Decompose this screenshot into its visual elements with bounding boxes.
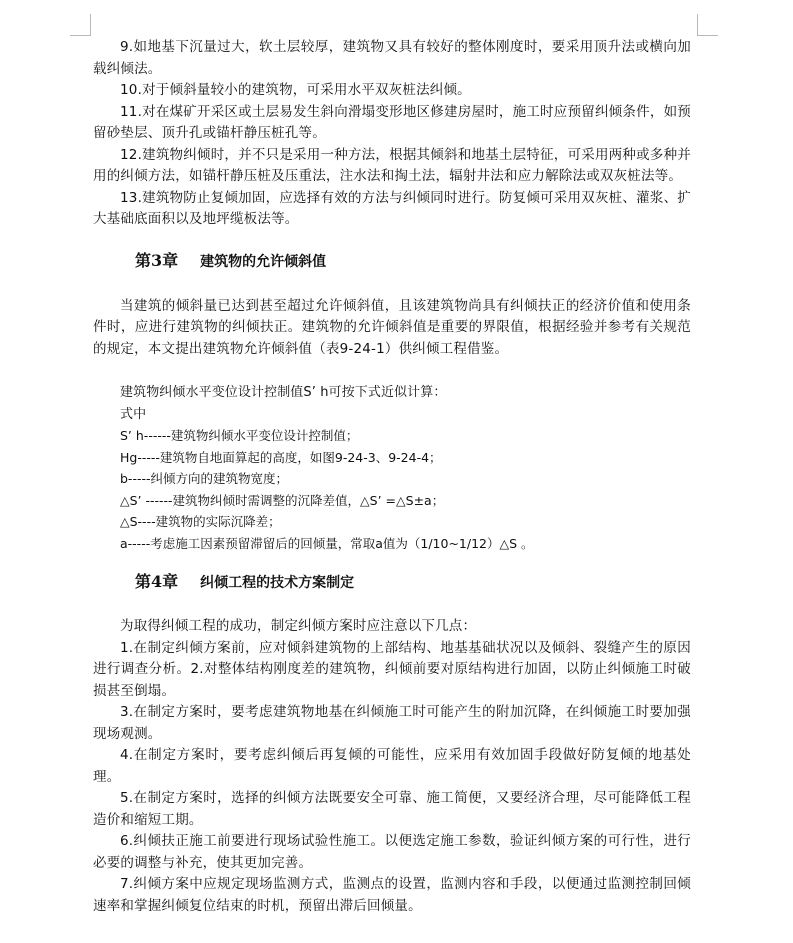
- paragraph-item-10: 10.对于倾斜量较小的建筑物，可采用水平双灰桩法纠倾。: [120, 82, 471, 98]
- definition-item: a-----考虑施工因素预留滞留后的回倾量，常取a值为（1/10~1/12）△S 。: [120, 535, 534, 551]
- chapter-4-item: 7.纠倾方案中应规定现场监测方式，监测点的设置，监测内容和手段，以便通过监测控制回倾速率和掌握纠倾复位结束的时机，预留出滞后回倾量。: [93, 876, 691, 914]
- crop-mark-top-right: [698, 35, 718, 36]
- paragraph-item-13: 13.建筑物防止复倾加固，应选择有效的方法与纠倾同时进行。防复倾可采用双灰桩、灌浆、扩大基础底面积以及地坪缆板法等。: [93, 189, 691, 227]
- definition-item: △S----建筑物的实际沉降差；: [120, 514, 281, 529]
- chapter-title: 纠倾工程的技术方案制定: [200, 575, 355, 591]
- definition-item: b-----纠倾方向的建筑物宽度；: [120, 471, 288, 486]
- paragraph-item-9: 9.如地基下沉量过大，软土层较厚，建筑物又具有较好的整体刚度时，要采用顶升法或横向加载纠倾法。: [93, 39, 691, 77]
- chapter-4-item: 1.在制定纠倾方案前，应对倾斜建筑物的上部结构、地基基础状况以及倾斜、裂缝产生的原因进行调查分析。2.对整体结构刚度差的建筑物，纠倾前要对原结构进行加固，以防止纠倾施工时破损甚至倒塌。: [93, 639, 691, 699]
- crop-mark-top-left: [90, 14, 91, 36]
- chapter-4-intro: 为取得纠倾工程的成功，制定纠倾方案时应注意以下几点：: [120, 618, 477, 634]
- chapter-4-item: 3.在制定方案时，要考虑建筑物地基在纠倾施工时可能产生的附加沉降，在纠倾施工时要加强现场观测。: [93, 704, 691, 742]
- chapter-4-item: 4.在制定方案时，要考虑纠倾后再复倾的可能性，应采用有效加固手段做好防复倾的地基处理。: [93, 747, 691, 785]
- chapter-title: 建筑物的允许倾斜值: [200, 253, 327, 270]
- crop-mark-top-left: [70, 35, 90, 36]
- crop-mark-top-right: [697, 14, 698, 36]
- chapter-3-intro: 当建筑的倾斜量已达到甚至超过允许倾斜值，且该建筑物尚具有纠倾扶正的经济价值和使用条件时，应进行建筑物的纠倾扶正。建筑物的允许倾斜值是重要的界限值，根据经验并参考有关规范的规定，本文提出建筑物允许倾斜值（表9-24-1）供纠倾工程借鉴。: [93, 297, 691, 357]
- formula-where-label: 式中: [120, 406, 147, 422]
- chapter-4-heading: [93, 571, 691, 594]
- chapter-number: 第3章: [135, 250, 179, 270]
- formula-intro: 建筑物纠倾水平变位设计控制值S’ h可按下式近似计算：: [120, 385, 447, 400]
- paragraph-item-11: 11.对在煤矿开采区或土层易发生斜向滑塌变形地区修建房屋时，施工时应预留纠倾条件，如预留砂垫层、顶升孔或锚杆静压桩孔等。: [93, 103, 691, 141]
- chapter-3-heading: [93, 250, 691, 273]
- paragraph-item-12: 12.建筑物纠倾时，并不只是采用一种方法，根据其倾斜和地基土层特征，可采用两种或多种并用的纠倾方法，如锚杆静压桩及压重法，注水法和掏土法，辐射井法和应力解除法或双灰桩法等。: [93, 146, 691, 184]
- chapter-number: 第4章: [135, 572, 179, 591]
- definition-item: Hg-----建筑物自地面算起的高度，如图9-24-3、9-24-4；: [120, 449, 442, 465]
- definition-item: S’ h------建筑物纠倾水平变位设计控制值；: [120, 428, 359, 443]
- chapter-4-item: 6.纠倾扶正施工前要进行现场试验性施工。以便选定施工参数，验证纠倾方案的可行性，进行必要的调整与补充，使其更加完善。: [93, 833, 691, 871]
- document-body[interactable]: [93, 37, 691, 917]
- chapter-4-item: 5.在制定方案时，选择的纠倾方法既要安全可靠、施工简便，又要经济合理，尽可能降低工程造价和缩短工期。: [93, 790, 691, 828]
- definition-item: △S’ ------建筑物纠倾时需调整的沉降差值，△S’ =△S±a；: [120, 492, 445, 508]
